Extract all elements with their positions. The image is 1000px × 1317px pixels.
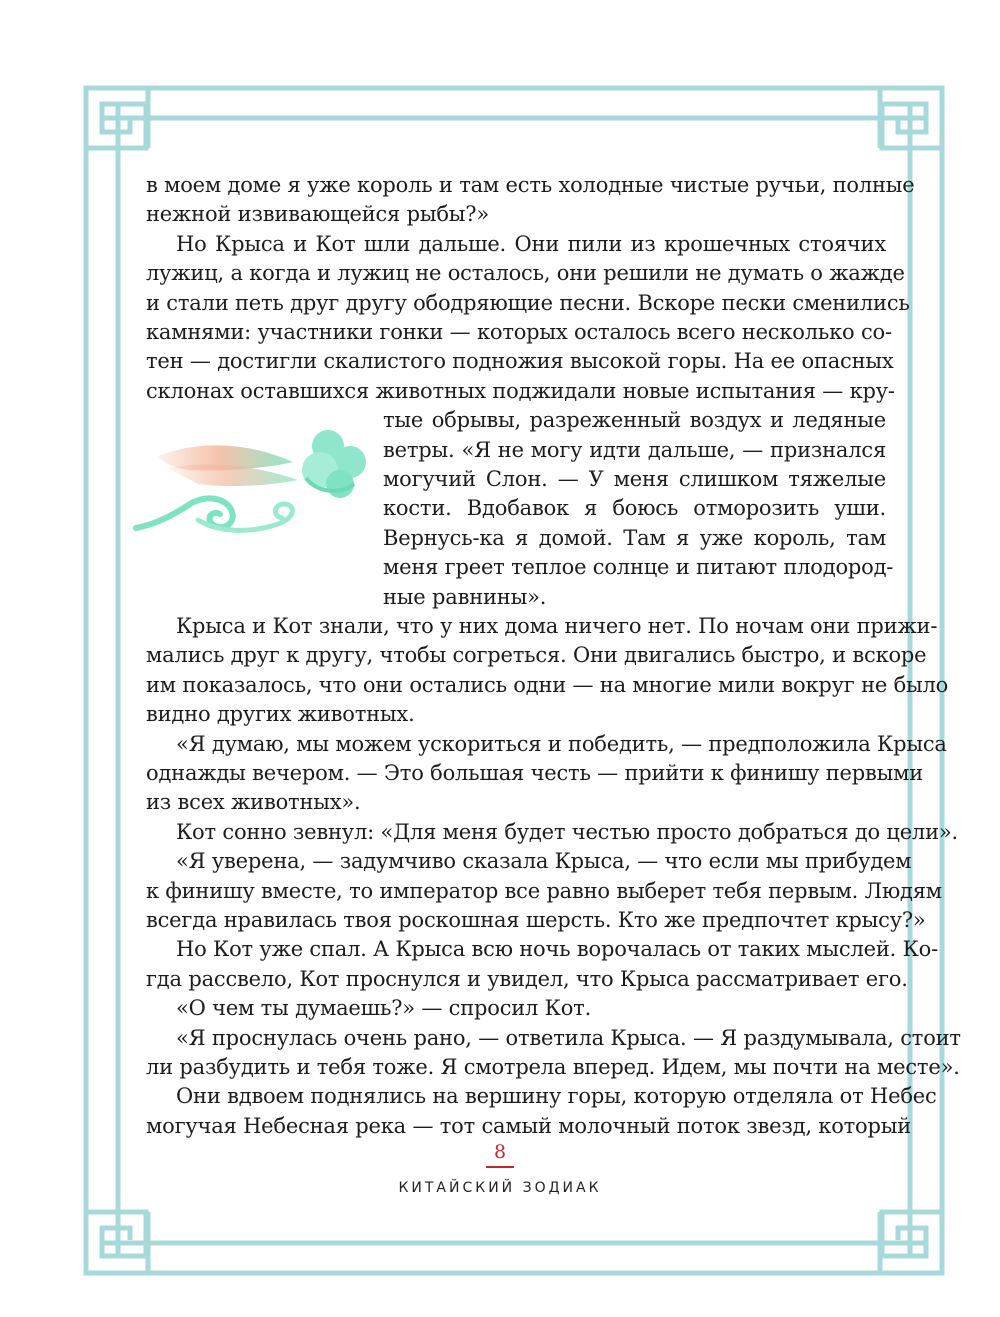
text-line-6: камнями: участники гонки — которых осталось всего несколько со- [146, 320, 892, 344]
text-line-33: могучая Небесная река — тот самый молочный поток звезд, который [146, 1113, 912, 1138]
corner-ornament-bottom-right [880, 1212, 942, 1273]
text-line-10: ветры. «Я не могу идти дальше, — признался [383, 437, 886, 462]
text-line-32: Они вдвоем поднялись на вершину горы, которую отделяла от Небес [176, 1084, 937, 1109]
text-line-4: лужиц, а когда и лужиц не осталось, они решили не думать о жажде [146, 261, 905, 286]
corner-ornament-top-right [880, 88, 942, 148]
corner-ornament-bottom-left [86, 1212, 148, 1273]
text-line-1: в моем доме я уже король и там есть холодные чистые ручьи, полные [146, 173, 915, 197]
text-line-7: тен — достигли скалистого подножия высокой горы. На ее опасных [146, 349, 894, 374]
text-line-19: видно других животных. [146, 702, 415, 727]
text-line-9: тые обрывы, разреженный воздух и ледяные [383, 408, 886, 433]
running-title: КИТАЙСКИЙ ЗОДИАК [398, 1180, 602, 1196]
text-line-22: из всех животных». [146, 790, 361, 815]
text-line-17: мались друг к другу, чтобы согреться. Они двигались быстро, и вскоре [146, 643, 927, 668]
text-line-20: «Я думаю, мы можем ускориться и победить, — предположила Крыса [176, 731, 947, 756]
text-line-31: ли разбудить и тебя тоже. Я смотрела вперед. Идем, мы почти на месте». [146, 1055, 960, 1079]
page-number-underline [486, 1166, 514, 1168]
text-line-15: ные равнины». [383, 584, 547, 609]
text-line-3: Но Крыса и Кот шли дальше. Они пили из крошечных стоячих [176, 231, 886, 256]
text-line-24: «Я уверена, — задумчиво сказала Крыса, — что если мы прибудем [176, 849, 912, 874]
text-line-12: кости. Вдобавок я боюсь отморозить уши. [383, 496, 886, 521]
text-line-2: нежной извивающейся рыбы?» [146, 202, 490, 227]
text-line-28: гда рассвело, Кот проснулся и увидел, что Крыса рассматривает его. [146, 966, 908, 991]
text-line-21: однажды вечером. — Это большая честь — прийти к финишу первыми [146, 761, 924, 785]
text-line-14: меня греет теплое солнце и питают плодород- [383, 555, 894, 580]
corner-ornament-top-left [86, 88, 148, 148]
text-line-30: «Я проснулась очень рано, — ответила Крыса. — Я раздумывала, стоит [176, 1025, 961, 1050]
text-line-26: всегда нравилась твоя роскошная шерсть. Кто же предпочтет крысу?» [146, 908, 926, 932]
text-line-25: к финишу вместе, то император все равно выберет тебя первым. Людям [146, 878, 942, 903]
text-line-27: Но Кот уже спал. А Крыса всю ночь ворочалась от таких мыслей. Ко- [176, 937, 939, 962]
text-line-8: склонах оставшихся животных поджидали новые испытания — кру- [146, 378, 895, 403]
cloud-ornament-icon [128, 428, 378, 578]
text-line-29: «О чем ты думаешь?» — спросил Кот. [176, 996, 592, 1021]
text-line-11: могучий Слон. — У меня слишком тяжелые [383, 467, 886, 491]
text-line-13: Вернусь-ка я домой. Там я уже король, там [383, 525, 886, 550]
text-line-16: Крыса и Кот знали, что у них дома ничего нет. По ночам они прижи- [176, 614, 938, 638]
text-line-5: и стали петь друг другу ободряющие песни. Вскоре пески сменились [146, 290, 910, 315]
page-number: 8 [493, 1141, 507, 1163]
text-line-18: им показалось, что они остались одни — на многие мили вокруг не было [146, 672, 949, 697]
text-line-23: Кот сонно зевнул: «Для меня будет честью просто добраться до цели». [176, 819, 958, 844]
